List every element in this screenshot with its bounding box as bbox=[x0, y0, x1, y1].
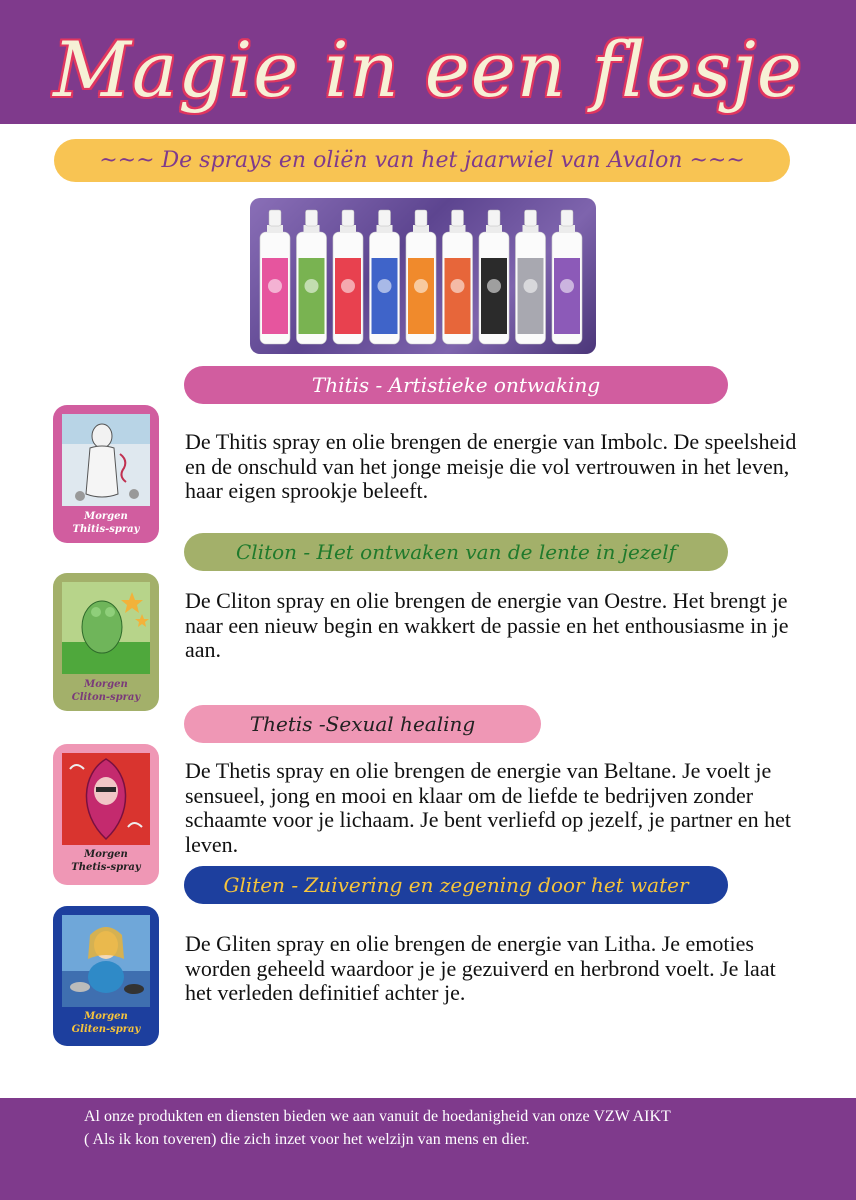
spray-bottle bbox=[406, 210, 436, 344]
spray-bottle bbox=[443, 210, 473, 344]
spray-bottle bbox=[333, 210, 363, 344]
thetis-artwork bbox=[62, 753, 150, 845]
thumb-label-line1: Morgen bbox=[84, 679, 128, 690]
gliten-artwork bbox=[62, 915, 150, 1007]
subtitle-text: ~~~ De sprays en oliën van het jaarwiel van Avalon ~~~ bbox=[99, 148, 745, 173]
product-heading-gliten bbox=[184, 866, 728, 904]
thumb-label-line2: Gliten-spray bbox=[71, 1024, 141, 1035]
product-thumb-thetis bbox=[53, 744, 159, 885]
thumb-label bbox=[53, 1010, 159, 1036]
thumb-label-line2: Thitis-spray bbox=[72, 524, 140, 535]
subtitle-banner bbox=[54, 139, 790, 182]
thumb-label-line1: Morgen bbox=[84, 849, 128, 860]
thumb-label-line2: Cliton-spray bbox=[71, 692, 141, 703]
spray-bottle bbox=[552, 210, 582, 344]
spray-bottle bbox=[479, 210, 509, 344]
product-description-cliton: De Cliton spray en olie brengen de energie van Oestre. Het brengt je naar een nieuw begin en wakkert de passie en het enthousiasme in je aan. bbox=[185, 588, 789, 662]
bottles-illustration bbox=[250, 198, 596, 354]
page-title: Magie in een flesje bbox=[53, 25, 803, 114]
thumb-label-line1: Morgen bbox=[84, 511, 128, 522]
product-heading-cliton bbox=[184, 533, 728, 571]
spray-bottle bbox=[260, 210, 290, 344]
thumb-label bbox=[53, 678, 159, 704]
product-heading-text: Gliten - Zuivering en zegening door het water bbox=[223, 873, 689, 897]
product-heading-thetis bbox=[184, 705, 541, 743]
product-heading-text: Thitis - Artistieke ontwaking bbox=[311, 373, 601, 397]
footer-text bbox=[84, 1105, 824, 1151]
product-description-gliten: De Gliten spray en olie brengen de energie van Litha. Je emoties worden geheeld waardoor je je gezuiverd en herbrond voelt. Je laat het verleden definitief achter je. bbox=[185, 931, 776, 1005]
thumb-label bbox=[53, 848, 159, 874]
spray-bottle bbox=[516, 210, 546, 344]
cliton-artwork bbox=[62, 582, 150, 674]
product-heading-text: Cliton - Het ontwaken van de lente in jezelf bbox=[235, 540, 677, 564]
footer-line-1: Al onze produkten en diensten bieden we aan vanuit de hoedanigheid van onze VZW AIKT bbox=[84, 1108, 671, 1125]
spray-bottle bbox=[370, 210, 400, 344]
product-thumb-cliton bbox=[53, 573, 159, 711]
product-heading-text: Thetis -Sexual healing bbox=[249, 712, 476, 736]
product-description-thitis: De Thitis spray en olie brengen de energie van Imbolc. De speelsheid en de onschuld van het jonge meisje die vol vertrouwen in het leven, haar eigen sprookje beleeft. bbox=[185, 429, 797, 503]
footer-line-2: ( Als ik kon toveren) die zich inzet voor het welzijn van mens en dier. bbox=[84, 1131, 530, 1148]
thitis-artwork bbox=[62, 414, 150, 506]
thumb-label bbox=[53, 510, 159, 536]
spray-bottle bbox=[297, 210, 327, 344]
product-description-thetis: De Thetis spray en olie brengen de energie van Beltane. Je voelt je sensueel, jong en mooi en klaar om de liefde te bedrijven zonder schaamte voor je lichaam. Je bent verliefd op jezelf, je partner en het leven. bbox=[185, 758, 791, 857]
product-thumb-thitis bbox=[53, 405, 159, 543]
product-photo bbox=[250, 198, 596, 354]
product-heading-thitis bbox=[184, 366, 728, 404]
thumb-label-line1: Morgen bbox=[84, 1011, 128, 1022]
product-thumb-gliten bbox=[53, 906, 159, 1046]
thumb-label-line2: Thetis-spray bbox=[71, 862, 141, 873]
